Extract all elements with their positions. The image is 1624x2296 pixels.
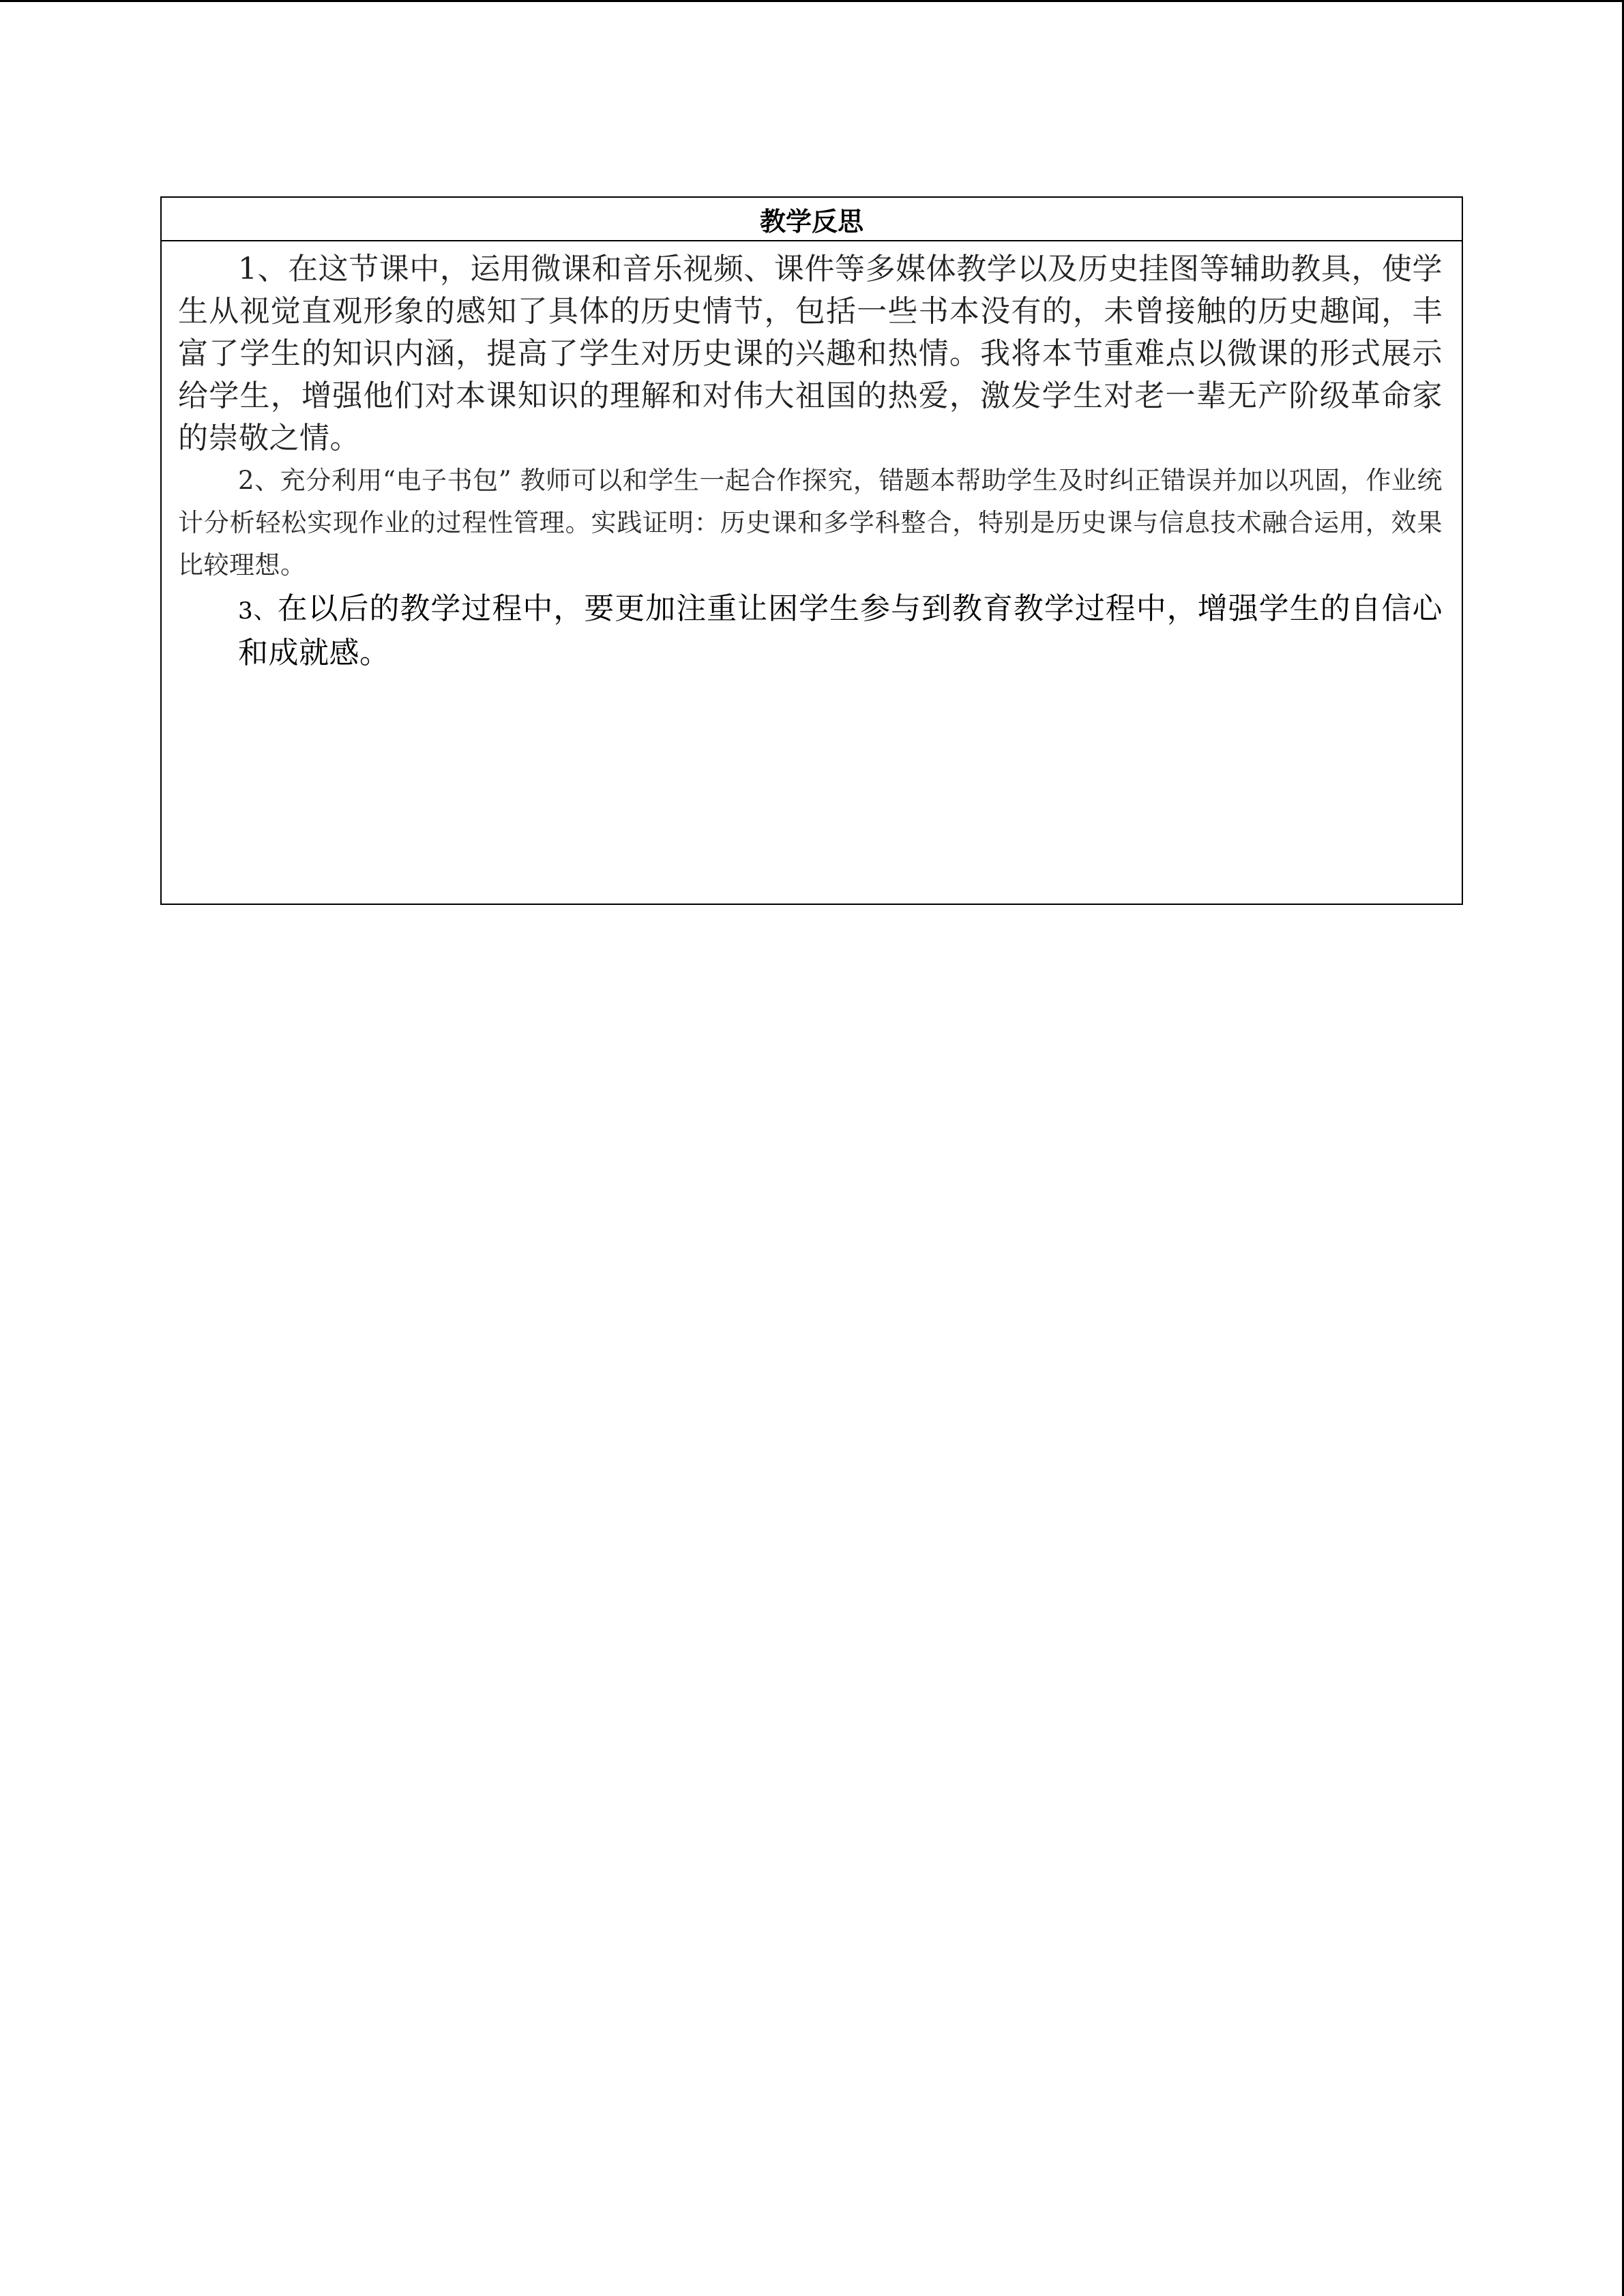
table-header: 教学反思: [162, 198, 1462, 241]
paragraph-3-number: 3、: [238, 597, 278, 625]
reflection-paragraph-2: 2、充分利用“电子书包” 教师可以和学生一起合作探究，错题本帮助学生及时纠正错误并加以巩固，作业统计分析轻松实现作业的过程性管理。实践证明：历史课和多学科整合，特别是历史课与信息技术融合运用，效果比较理想。: [178, 466, 1443, 580]
page-top-border: [0, 0, 1624, 2]
teaching-reflection-table: [160, 196, 1463, 905]
reflection-paragraph-1: 1、在这节课中，运用微课和音乐视频、课件等多媒体教学以及历史挂图等辅助教具，使学生从视觉直观形象的感知了具体的历史情节，包括一些书本没有的，未曾接触的历史趣闻，丰富了学生的知识内涵，提高了学生对历史课的兴趣和热情。我将本节重难点以微课的形式展示给学生，增强他们对本课知识的理解和对伟大祖国的热爱，激发学生对老一辈无产阶级革命家的崇敬之情。: [178, 252, 1443, 456]
paragraph-3-text: 在以后的教学过程中，要更加注重让困学生参与到教育教学过程中，增强学生的自信心和成就感。: [238, 591, 1443, 670]
reflection-paragraph-3: [178, 588, 1443, 674]
table-body: [162, 241, 1462, 674]
